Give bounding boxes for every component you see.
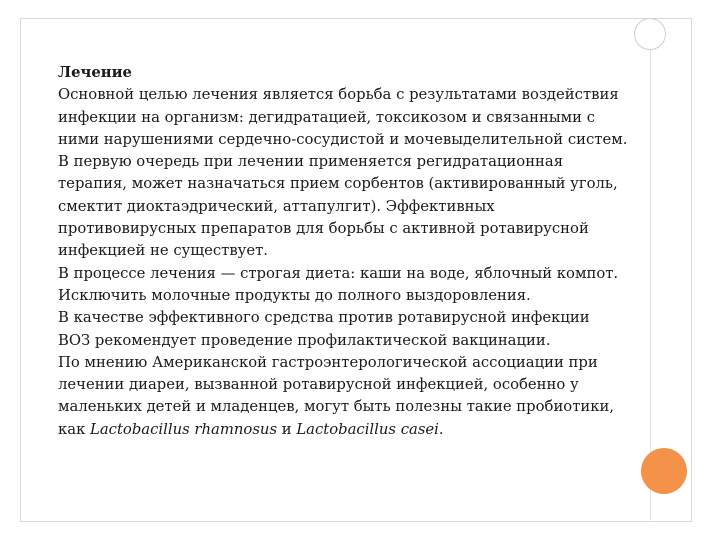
body-line: Исключить молочные продукты до полного выздоровления. — [58, 286, 531, 304]
body-line: В качестве эффективного средства против ротавирусной инфекции — [58, 309, 590, 327]
body-line-last — [58, 419, 638, 441]
body-line: ними нарушениями сердечно-сосудистой и мочевыделительной систем. — [58, 130, 628, 148]
slide-title: Лечение — [58, 64, 132, 81]
probiotic-name-1: Lactobacillus rhamnosus — [90, 420, 278, 438]
text-conjunction: и — [277, 420, 297, 438]
top-circle-decoration — [634, 18, 666, 50]
body-line: маленьких детей и младенцев, могут быть полезны такие пробиотики, — [58, 398, 615, 416]
body-line: инфекции на организм: дегидратацией, токсикозом и связанными с — [58, 108, 596, 126]
body-line: ВОЗ рекомендует проведение профилактической вакцинации. — [58, 331, 551, 349]
body-line: терапия, может назначаться прием сорбентов (активированный уголь, — [58, 175, 618, 193]
orange-circle-decoration — [641, 448, 687, 494]
text-suffix: . — [438, 420, 444, 438]
probiotic-name-2: Lactobacillus casei — [296, 420, 439, 438]
body-line: противовирусных препаратов для борьбы с активной ротавирусной — [58, 220, 589, 238]
body-line: В первую очередь при лечении применяется регидратационная — [58, 153, 564, 171]
body-line: лечении диареи, вызванной ротавирусной инфекцией, особенно у — [58, 376, 579, 394]
body-line: инфекцией не существует. — [58, 242, 268, 260]
right-divider-line — [650, 18, 651, 522]
body-line: смектит диоктаэдрический, аттапулгит). Эффективных — [58, 197, 495, 215]
body-line: В процессе лечения — строгая диета: каши на воде, яблочный компот. — [58, 264, 619, 282]
slide-body — [58, 62, 638, 441]
body-line: Основной целью лечения является борьба с результатами воздействия — [58, 86, 619, 104]
body-line: По мнению Американской гастроэнтерологической ассоциации при — [58, 353, 598, 371]
text-prefix: как — [58, 420, 91, 438]
